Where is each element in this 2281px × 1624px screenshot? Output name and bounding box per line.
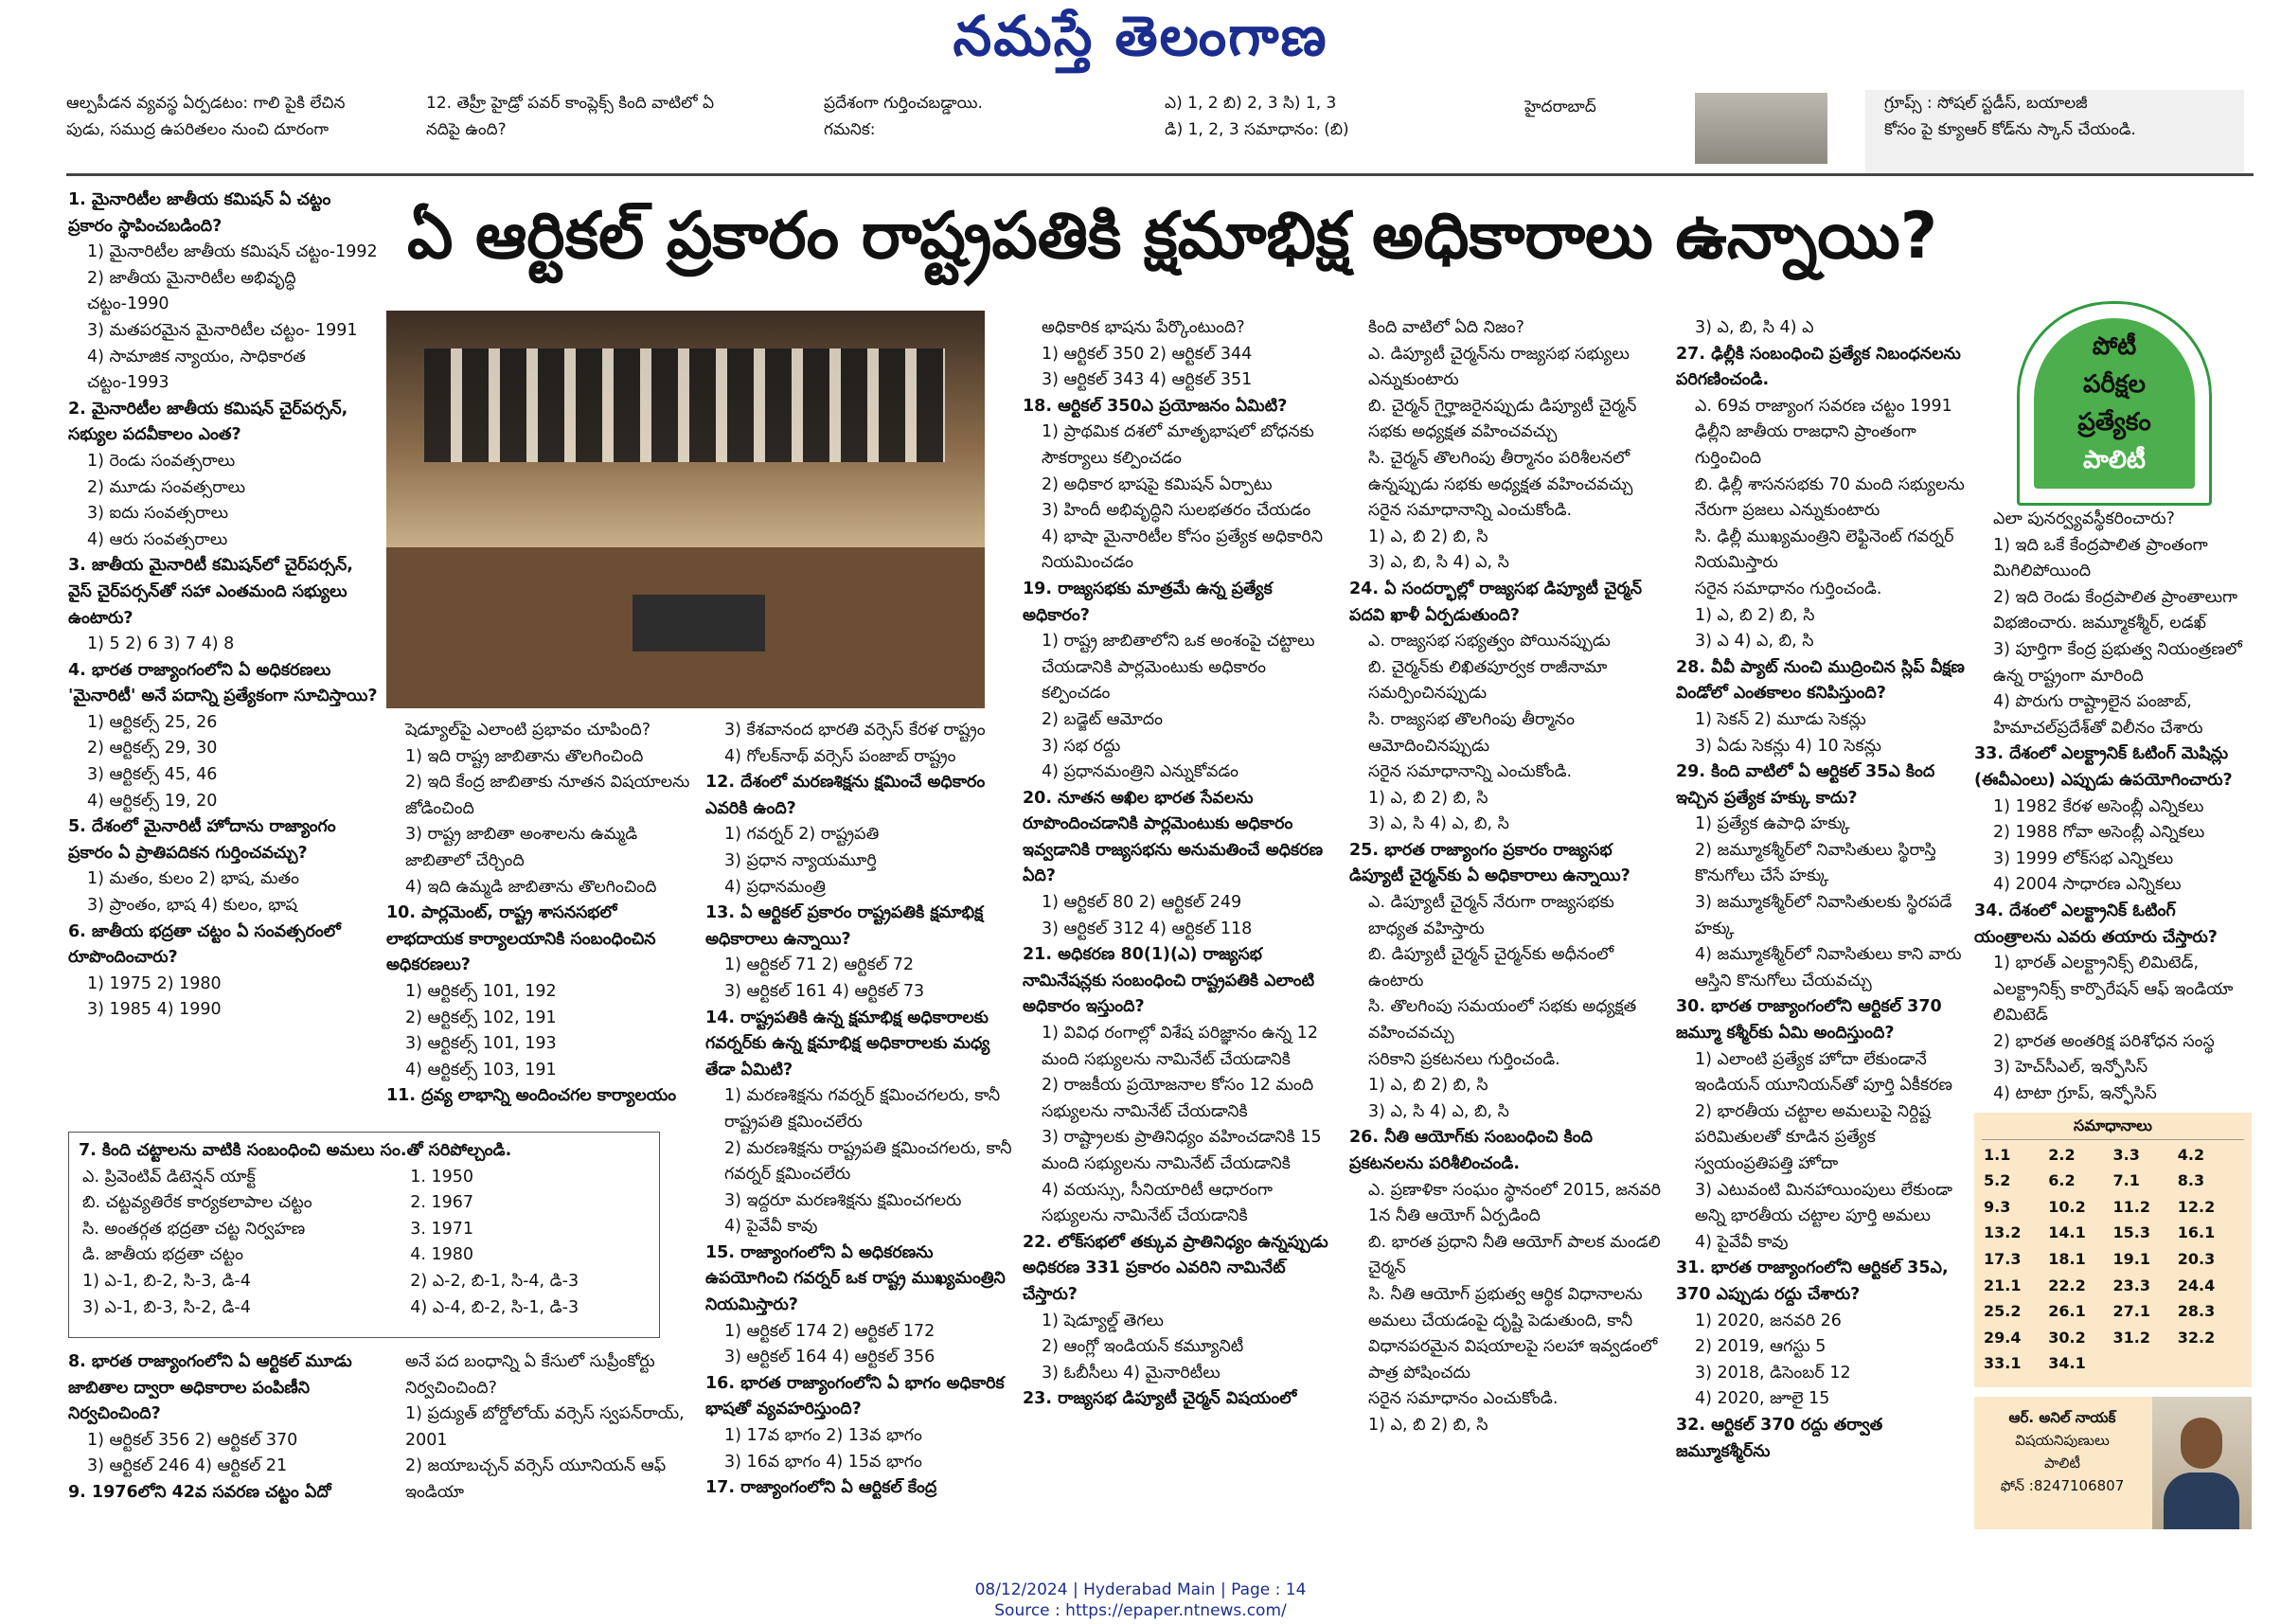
option-text: 4) జమ్మూకశ్మీర్‌లో నివాసితులు కాని వారు ఆస్తిని కొనుగోలు చేయవచ్చు <box>1695 945 1962 990</box>
option-text: బి. చైర్మన్ గైర్హాజరైనప్పుడు డిప్యూటీ చైర్మన్ సభకు అధ్యక్షత వహించవచ్చు <box>1368 396 1637 442</box>
question-text: 24. ఏ సందర్భాల్లో రాజ్యసభ డిప్యూటీ చైర్మన్ పదవి ఖాళీ ఏర్పడుతుంది? <box>1349 579 1642 625</box>
option-text: 2) 1988 గోవా అసెంబ్లీ ఎన్నికలు <box>1993 823 2205 843</box>
top-text: 12. తెహ్రీ హైడ్రో పవర్ కాంప్లెక్స్ కింది వాటిలో ఏ <box>426 94 715 113</box>
option-text: 3) 1999 లోక్‌సభ ఎన్నికలు <box>1993 848 2174 868</box>
top-text: పుడు, సముద్ర ఉపరితలం నుంచి దూరంగా <box>66 120 330 139</box>
question-text: 13. ఏ ఆర్టికల్ ప్రకారం రాష్ట్రపతికి క్షమాభిక్ష అధికారాలు ఉన్నాయి? <box>705 903 984 949</box>
question-text: 25. భారత రాజ్యాంగం ప్రకారం రాజ్యసభ డిప్యూటీ చైర్మన్‌కు ఏ అధికారాలు ఉన్నాయి? <box>1349 840 1631 886</box>
author-photo-head <box>2181 1418 2222 1469</box>
option-text: 4) పైవేవీ కావు <box>724 1217 818 1237</box>
option-text: సరైన సమాధానం ఎంచుకోండి. <box>1368 1389 1559 1409</box>
option-text: 4) ఆరు సంవత్సరాలు <box>87 529 228 549</box>
option-text: 3) ఆర్టికల్ 246 4) ఆర్టికల్ 21 <box>87 1456 288 1476</box>
question-text: 9. 1976లోని 42వ సవరణ చట్టం ఏదో <box>68 1482 331 1502</box>
option-text: 1) ఎ, బి 2) బి, సి <box>1695 605 1815 625</box>
top-col-1 <box>66 90 407 175</box>
answer-item: 34.1 <box>2048 1354 2086 1373</box>
question-text: 29. కింది వాటిలో ఏ ఆర్టికల్ 35ఎ కింద ఇచ్చిన ప్రత్యేక హక్కు కాదు? <box>1676 762 1935 808</box>
option-text: 2) భారతీయ చట్టాల అమలుపై నిర్దిష్ట పరిమితులతో కూడిన ప్రత్యేక స్వయంప్రతిపత్తి హోదా <box>1695 1101 1931 1173</box>
option-text: 3) కేశవానంద భారతి వర్సెస్ కేరళ రాష్ట్రం <box>724 721 986 740</box>
question-text: 4. భారత రాజ్యాంగంలోని ఏ అధికరణలు 'మైనారిటీ' అనే పదాన్ని ప్రత్యేకంగా సూచిస్తాయి? <box>68 660 378 706</box>
answer-item: 19.1 <box>2112 1249 2150 1268</box>
badge-line: ప్రత్యేకం <box>2077 408 2151 437</box>
match-row <box>79 1242 650 1269</box>
option-text: 3) పూర్తిగా కేంద్ర ప్రభుత్వ నియంత్రణలో ఉన్న రాష్ట్రంగా మారింది <box>1993 639 2242 686</box>
option-text: 1) 1975 2) 1980 <box>87 973 222 993</box>
top-col-6 <box>1865 90 2244 175</box>
option-text: 3) ఆర్టికల్ 161 4) ఆర్టికల్ 73 <box>724 981 925 1001</box>
option-text: సి. చైర్మన్ తొలగింపు తీర్మానం పరిశీలనలో ఉన్నప్పుడు సభకు అధ్యక్షత వహించవచ్చు <box>1368 448 1633 494</box>
question-text: 27. ఢిల్లీకి సంబంధించి ప్రత్యేక నిబంధనలను పరిగణించండి. <box>1676 344 1961 390</box>
option-text: 3) ఏడు సెకన్లు 4) 10 సెకన్లు <box>1695 736 1881 756</box>
answer-item: 24.4 <box>2177 1276 2216 1294</box>
match-cell: 2) ఎ-2, బి-1, సి-4, డి-3 <box>410 1271 579 1291</box>
top-col-2 <box>426 90 805 175</box>
option-text: 1) ఆర్టికల్ 71 2) ఆర్టికల్ 72 <box>724 955 915 975</box>
column-1b <box>68 1349 381 1520</box>
match-cell: ఎ. ప్రివెంటివ్ డిటెన్షన్ యాక్ట్ <box>82 1167 256 1187</box>
option-text: 3) ఐదు సంవత్సరాలు <box>87 504 229 524</box>
option-text: 4) పైవేవీ కావు <box>1695 1232 1789 1252</box>
match-cell: 3. 1971 <box>410 1219 474 1239</box>
option-text: 1) ఎ, బి 2) బి, సి <box>1368 1415 1488 1435</box>
answer-item: 1.1 <box>1984 1145 2011 1164</box>
match-cell: 1. 1950 <box>410 1167 474 1187</box>
question-text: 33. దేశంలో ఎలక్ట్రానిక్ ఓటింగ్ మెషిన్లు (ఈవీఎంలు) ఎప్పుడు ఉపయోగించారు? <box>1974 744 2233 790</box>
option-text: 3) ఎ, సి 4) ఎ, బి, సి <box>1368 1101 1509 1121</box>
option-text: 2) ఆర్టికల్స్ 29, 30 <box>87 739 218 758</box>
option-text: 2) ఇది రెండు కేంద్రపాలిత ప్రాంతాలుగా విభజించారు. జమ్మూకశ్మీర్, లడఖ్ <box>1993 587 2238 634</box>
answer-item: 22.2 <box>2048 1276 2086 1294</box>
option-text: అనే పద బంధాన్ని ఏ కేసులో సుప్రీంకోర్టు నిర్వచించింది? <box>405 1352 655 1398</box>
option-text: 3) ఆర్టికల్స్ 45, 46 <box>87 765 218 785</box>
option-text: 3) రాష్ట్రాలకు ప్రాతినిధ్యం వహించడానికి 15 మంది సభ్యులను నామినేట్ చేయడానికి <box>1042 1128 1322 1173</box>
option-text: 2) ఆంగ్లో ఇండియన్ కమ్యూనిటీ <box>1042 1337 1244 1357</box>
answer-item: 2.2 <box>2048 1145 2076 1164</box>
answer-item: 9.3 <box>1984 1197 2011 1216</box>
option-text: 4) 2020, జూలై 15 <box>1695 1389 1830 1409</box>
question-text: 31. భారత రాజ్యాంగంలోని ఆర్టికల్ 35ఎ, 370 ఎప్పుడు రద్దు చేశారు? <box>1676 1258 1949 1304</box>
option-text: 4) సామాజిక న్యాయం, సాధికారత చట్టం-1993 <box>87 347 306 393</box>
option-text: సరైన సమాధానాన్ని ఎంచుకోండి. <box>1368 501 1573 521</box>
top-text: ప్రదేశంగా గుర్తించబడ్డాయి. <box>824 94 983 113</box>
option-text: ఎ. 69వ రాజ్యాంగ సవరణ చట్టం 1991 ఢిల్లీని జాతీయ రాజధాని ప్రాంతంగా గుర్తించింది <box>1695 396 1952 468</box>
option-text: 1) ఇది రాష్ట్ర జాబితాను తొలగించింది <box>405 746 644 766</box>
option-text: 4) ప్రధానమంత్రి <box>724 877 826 897</box>
option-text: 1) మరణశిక్షను గవర్నర్ క్షమించగలరు, కానీ రాష్ట్రపతి క్షమించలేరు <box>724 1086 1001 1132</box>
answer-item: 16.1 <box>2177 1223 2216 1242</box>
column-7 <box>1974 507 2252 1108</box>
match-cell: 3) ఎ-1, బి-3, సి-2, డి-4 <box>82 1297 251 1317</box>
match-cell: 4. 1980 <box>410 1245 474 1265</box>
option-text: సి. రాజ్యసభ తొలగింపు తీర్మానం ఆమోదించినప్పుడు <box>1368 709 1575 756</box>
top-col-3 <box>824 90 1146 175</box>
question-text: 10. పార్లమెంట్, రాష్ట్ర శాసనసభలో లాభదాయక కార్యాలయానికి సంబంధించిన అధికరణలు? <box>386 903 656 975</box>
question-text: 28. వీవీ ప్యాట్ నుంచి ముద్రించిన స్లిప్ వీక్షణ విండోలో ఎంతకాలం కనిపిస్తుంది? <box>1676 657 1965 704</box>
option-text: 1) ఆర్టికల్ 356 2) ఆర్టికల్ 370 <box>87 1430 298 1450</box>
match-table <box>79 1165 650 1322</box>
answer-item: 13.2 <box>1984 1223 2022 1242</box>
match-cell: డి. జాతీయ భద్రతా చట్టం <box>82 1245 243 1265</box>
top-col-4 <box>1165 90 1506 175</box>
court-photo <box>386 311 985 708</box>
option-text: ఎ. ప్రణాళికా సంఘం స్థానంలో 2015, జనవరి 1న నీతి ఆయోగ్ ఏర్పడింది <box>1368 1180 1662 1226</box>
question-text: 17. రాజ్యాంగంలోని ఏ ఆర్టికల్ కేంద్ర <box>705 1478 937 1498</box>
match-cell: 1) ఎ-1, బి-2, సి-3, డి-4 <box>82 1271 251 1291</box>
option-text: 1) ఎ, బి 2) బి, సి <box>1368 788 1488 808</box>
answer-item: 30.2 <box>2048 1328 2086 1347</box>
option-text: 4) వయస్సు, సీనియారిటీ ఆధారంగా సభ్యులను నామినేట్ చేయడానికి <box>1042 1180 1273 1226</box>
option-text: 1) వివిధ రంగాల్లో విశేష పరిజ్ఞానం ఉన్న 12 మంది సభ్యులను నామినేట్ చేయడానికి <box>1042 1024 1318 1069</box>
option-text: 3) ఆర్టికల్స్ 101, 193 <box>405 1034 557 1054</box>
option-text: 2) అధికార భాషపై కమిషన్ ఏర్పాటు <box>1042 474 1273 494</box>
question-text: 6. జాతీయ భద్రతా చట్టం ఏ సంవత్సరంలో రూపొందించారు? <box>68 921 341 968</box>
top-strip <box>66 90 2244 175</box>
option-text: 2) 2019, ఆగస్టు 5 <box>1695 1337 1827 1357</box>
answer-item: 33.1 <box>1984 1354 2022 1373</box>
option-text: 3) ఎ, బి, సి 4) ఎ, సి <box>1368 553 1509 573</box>
question-text: 21. అధికరణ 80(1)(ఎ) రాజ్యసభ నామినేషన్లకు సంబంధించి రాష్ట్రపతికి ఎలాంటి అధికారం ఇస్తుంది? <box>1023 945 1315 1017</box>
match-row <box>79 1190 650 1217</box>
option-text: 1) ప్రత్యేక ఉపాధి హక్కు <box>1695 814 1850 834</box>
option-text: 2) భారత అంతరిక్ష పరిశోధన సంస్థ <box>1993 1031 2215 1051</box>
option-text: సి. నీతి ఆయోగ్ ప్రభుత్వ ఆర్థిక విధానాలను అమలు చేయడంపై దృష్టి పెడుతుంది, కానీ విధానపరమైన విషయాలపై సలహా ఇవ్వడంలో పాత్ర పోషించదు <box>1368 1284 1658 1383</box>
question-7-box <box>68 1132 660 1338</box>
badge-line: పోటీ <box>2092 332 2137 361</box>
option-text: 1) ఇది ఒకే కేంద్రపాలిత ప్రాంతంగా మిగిలిపోయింది <box>1993 535 2208 581</box>
option-text: 4) టాటా గ్రూప్, ఇన్ఫోసిస్ <box>1993 1084 2157 1104</box>
answer-item: 6.2 <box>2048 1171 2076 1190</box>
option-text: 1) ప్రాథమిక దశలో మాతృభాషలో బోధనకు సౌకర్యాలు కల్పించడం <box>1042 422 1314 468</box>
option-text: 1) ఎ, బి 2) బి, సి <box>1368 526 1488 546</box>
answer-item: 8.3 <box>2177 1171 2205 1190</box>
option-text: 3) హిందీ అభివృద్ధిని సులభతరం చేయడం <box>1042 501 1311 521</box>
option-text: 4) ఆర్టికల్స్ 19, 20 <box>87 791 218 811</box>
option-text: ఎలా పునర్వ్యవస్థీకరించారు? <box>1993 509 2175 528</box>
option-text: 2) మరణశిక్షను రాష్ట్రపతి క్షమించగలరు, కానీ గవర్నర్ క్షమించలేరు <box>724 1138 1012 1185</box>
option-text: 1) భారత్ ఎలక్ట్రానిక్స్ లిమిటెడ్, ఎలక్ట్రానిక్స్ కార్పొరేషన్ ఆఫ్ ఇండియా లిమిటెడ్ <box>1993 954 2234 1026</box>
option-text: 1) సెకన్ 2) మూడు సెకన్లు <box>1695 709 1866 729</box>
masthead-title: నమస్తే తెలంగాణ <box>953 3 1328 68</box>
option-text: 3) ప్రాంతం, భాష 4) కులం, భాష <box>87 896 297 916</box>
option-text: 1) ఆర్టికల్ 174 2) ఆర్టికల్ 172 <box>724 1321 936 1341</box>
match-row <box>79 1269 650 1295</box>
option-text: 3) ఆర్టికల్ 343 4) ఆర్టికల్ 351 <box>1042 370 1253 390</box>
option-text: 1) మైనారిటీల జాతీయ కమిషన్ చట్టం-1992 <box>87 242 378 262</box>
column-5 <box>1349 315 1662 1523</box>
option-text: 2) జమ్మూకశ్మీర్‌లో నివాసితులు స్థిరాస్తి కొనుగోలు చేసే హక్కు <box>1695 840 1936 886</box>
option-text: 1) 5 2) 6 3) 7 4) 8 <box>87 634 235 654</box>
option-text: 1) ఆర్టికల్స్ 25, 26 <box>87 712 218 732</box>
option-text: 4) ఇది ఉమ్మడి జాబితాను తొలగించింది <box>405 877 657 897</box>
top-col-5 <box>1524 90 1685 175</box>
option-text: 3) ఆర్టికల్ 312 4) ఆర్టికల్ 118 <box>1042 919 1253 938</box>
option-text: 1) ఆర్టికల్ 80 2) ఆర్టికల్ 249 <box>1042 893 1242 913</box>
author-photo <box>2152 1397 2252 1529</box>
divider <box>66 173 2254 176</box>
option-text: 3) ప్రధాన న్యాయమూర్తి <box>724 850 877 870</box>
option-text: సి. తొలగింపు సమయంలో సభకు అధ్యక్షత వహించవచ్చు <box>1368 997 1637 1044</box>
option-text: బి. భారత ప్రధాని నీతి ఆయోగ్ పాలక మండలి చైర్మన్ <box>1368 1232 1661 1278</box>
answer-item: 25.2 <box>1984 1302 2022 1321</box>
option-text: 1) షెడ్యూల్డ్ తెగలు <box>1042 1311 1164 1330</box>
author-text <box>1982 1406 2143 1497</box>
column-3 <box>705 718 1018 1523</box>
option-text: బి. డిప్యూటీ చైర్మన్ చైర్మన్‌కు అధీనంలో ఉంటారు <box>1368 945 1614 990</box>
match-cell: బి. చట్టవ్యతిరేక కార్యకలాపాల చట్టం <box>82 1193 312 1213</box>
judges-bench <box>424 348 945 462</box>
option-text: అధికారిక భాషను పేర్కొంటుంది? <box>1042 318 1245 337</box>
match-row <box>79 1217 650 1243</box>
column-2b <box>386 1349 694 1520</box>
option-text: 3) ఆర్టికల్ 164 4) ఆర్టికల్ 356 <box>724 1347 936 1367</box>
page-headline: ఏ ఆర్టికల్ ప్రకారం రాష్ట్రపతికి క్షమాభిక్ష అధికారాలు ఉన్నాయి? <box>407 199 1938 274</box>
question-text: 16. భారత రాజ్యాంగంలోని ఏ భాగం అధికారిక భాషతో వ్యవహరిస్తుంది? <box>705 1373 1005 1419</box>
match-row <box>79 1295 650 1322</box>
answer-item: 21.1 <box>1984 1276 2022 1294</box>
option-text: 1) 17వ భాగం 2) 13వ భాగం <box>724 1426 922 1446</box>
option-text: ఎ. డిప్యూటీ చైర్మన్ నేరుగా రాజ్యసభకు బాధ్యత వహిస్తారు <box>1368 893 1614 938</box>
option-text: 4) ప్రధానమంత్రిని ఎన్నుకోవడం <box>1042 762 1239 782</box>
question-text: 18. ఆర్టికల్ 350ఎ ప్రయోజనం ఏమిటి? <box>1023 396 1288 416</box>
question-text: 3. జాతీయ మైనారిటీ కమిషన్‌లో చైర్‌పర్సన్, వైస్ చైర్‌పర్సన్‌తో సహా ఎంతమంది సభ్యులు ఉంటారు? <box>68 556 353 628</box>
option-text: 3) ఎ, బి, సి 4) ఎ <box>1695 318 1814 337</box>
question-text: 15. రాజ్యాంగంలోని ఏ అధికరణను ఉపయోగించి గవర్నర్ ఒక రాష్ట్ర ముఖ్యమంత్రిని నియమిస్తారు? <box>705 1242 1006 1315</box>
option-text: సరికాని ప్రకటనలు గుర్తించండి. <box>1368 1049 1560 1069</box>
author-name: ఆర్. అనిల్ నాయక్ <box>2008 1409 2116 1426</box>
court-screen <box>633 595 765 651</box>
option-text: 4) 2004 సాధారణ ఎన్నికలు <box>1993 875 2182 895</box>
option-text: 2) రాజకీయ ప్రయోజనాల కోసం 12 మంది సభ్యులను నామినేట్ చేయడానికి <box>1042 1076 1314 1121</box>
option-text: 3) ఎ, సి 4) ఎ, బి, సి <box>1368 814 1509 834</box>
question-text: 8. భారత రాజ్యాంగంలోని ఏ ఆర్టికల్ మూడు జాబితాల ద్వారా అధికారాల పంపిణీని నిర్వచించింది? <box>68 1352 352 1424</box>
answer-key-title: సమాధానాలు <box>1982 1113 2244 1140</box>
answer-item: 14.1 <box>2048 1223 2086 1242</box>
option-text: 3) ఇద్దరూ మరణశిక్షను క్షమించగలరు <box>724 1190 962 1210</box>
option-text: 1) ఎలాంటి ప్రత్యేక హోదా లేకుండానే ఇండియన్ యూనియన్‌తో పూర్తి ఏకీకరణ <box>1695 1049 1952 1096</box>
author-subject: పాలిటీ <box>2043 1454 2081 1472</box>
option-text: ఎ. డిప్యూటీ చైర్మన్‌ను రాజ్యసభ సభ్యులు ఎన్నుకుంటారు <box>1368 344 1630 390</box>
badge-inner <box>2034 318 2195 489</box>
option-text: 3) సభ రద్దు <box>1042 736 1121 756</box>
top-text: గ్రూప్స్ : సోషల్ స్టడీస్, బయాలజీ <box>1884 94 2088 113</box>
question-text: 22. లోక్‌సభలో తక్కువ ప్రాతినిధ్యం ఉన్నప్పుడు అధికరణ 331 ప్రకారం ఎవరిని నామినేట్ చేస్తారు? <box>1023 1232 1328 1304</box>
option-text: 1) 1982 కేరళ అసెంబ్లీ ఎన్నికలు <box>1993 796 2204 816</box>
question-text: 11. ద్రవ్య లాభాన్ని అందించగల కార్యాలయం <box>386 1086 677 1106</box>
top-text: కోసం పై క్యూఆర్ కోడ్‌ను స్కాన్ చేయండి. <box>1884 120 2136 139</box>
option-text: 2) బడ్జెట్ ఆమోదం <box>1042 709 1163 729</box>
option-text: 1) ఆర్టికల్స్ 101, 192 <box>405 981 557 1001</box>
question-text: 34. దేశంలో ఎలక్ట్రానిక్ ఓటింగ్ యంత్రాలను ఎవరు తయారు చేస్తారు? <box>1974 901 2218 947</box>
answer-item: 3.3 <box>2112 1145 2140 1164</box>
answer-grid <box>1974 1140 2252 1379</box>
answer-item: 5.2 <box>1984 1171 2011 1190</box>
option-text: 1) రాష్ట్ర జాబితాలోని ఒక అంశంపై చట్టాలు చేయడానికి పార్లమెంటుకు అధికారం కల్పించడం <box>1042 632 1315 704</box>
option-text: 1) ఆర్టికల్ 350 2) ఆర్టికల్ 344 <box>1042 344 1253 364</box>
question-text: 14. రాష్ట్రపతికి ఉన్న క్షమాభిక్ష అధికారాలకు గవర్నర్‌కు ఉన్న క్షమాభిక్ష అధికారాలకు మధ్య తేడా ఏమిటి? <box>705 1008 990 1080</box>
top-text: ఎ) 1, 2 బి) 2, 3 సి) 1, 3 <box>1165 94 1337 113</box>
option-text: సరైన సమాధానాన్ని ఎంచుకోండి. <box>1368 762 1573 782</box>
answer-item: 27.1 <box>2112 1302 2150 1321</box>
author-card <box>1974 1397 2252 1529</box>
option-text: 2) ఆర్టికల్స్ 102, 191 <box>405 1008 557 1027</box>
option-text: సరైన సమాధానం గుర్తించండి. <box>1695 579 1882 598</box>
match-row <box>79 1165 650 1191</box>
option-text: 4) గోలక్‌నాథ్ వర్సెస్ పంజాబ్ రాష్ట్రం <box>724 746 956 766</box>
question-text: 32. ఆర్టికల్ 370 రద్దు తర్వాత జమ్మూకశ్మీర్‌ను <box>1676 1415 1883 1461</box>
top-text: హైదరాబాద్ <box>1524 98 1596 116</box>
option-text: 3) జమ్మూకశ్మీర్‌లో నివాసితులకు స్థిరపడే హక్కు <box>1695 893 1952 938</box>
masthead <box>0 0 2281 85</box>
badge-line: పాలిటీ <box>2083 446 2146 474</box>
answer-item: 15.3 <box>2112 1223 2150 1242</box>
option-text: 3) రాష్ట్ర జాబితా అంశాలను ఉమ్మడి జాబితాలో చేర్చింది <box>405 825 638 870</box>
option-text: 1) ఎ, బి 2) బి, సి <box>1368 1076 1488 1096</box>
top-text: డి) 1, 2, 3 సమాధానం: (బి) <box>1165 120 1349 139</box>
option-text: ఎ. రాజ్యసభ సభ్యత్వం పోయినప్పుడు <box>1368 632 1611 651</box>
question-text: 26. నీతి ఆయోగ్‌కు సంబంధించి కింది ప్రకటనలను పరిశీలించండి. <box>1349 1128 1593 1173</box>
badge-line: పరీక్షల <box>2083 370 2146 399</box>
option-text: 4) భాషా మైనారిటీల కోసం ప్రత్యేక అధికారిని నియమించడం <box>1042 526 1324 573</box>
question-text: 19. రాజ్యసభకు మాత్రమే ఉన్న ప్రత్యేక అధికారం? <box>1023 579 1273 625</box>
match-cell: 4) ఎ-4, బి-2, సి-1, డి-3 <box>410 1297 579 1317</box>
match-cell: సి. అంతర్గత భద్రతా చట్ట నిర్వహణ <box>82 1219 306 1239</box>
option-text: సి. ఢిల్లీ ముఖ్యమంత్రిని లెఫ్టినెంట్ గవర్నర్ నియమిస్తారు <box>1695 526 1954 573</box>
option-text: 3) 16వ భాగం 4) 15వ భాగం <box>724 1452 922 1472</box>
option-text: 2) మూడు సంవత్సరాలు <box>87 477 246 497</box>
author-phone: ఫోన్ :8247106807 <box>2000 1477 2125 1494</box>
top-text: నదిపై ఉంది? <box>426 120 507 139</box>
option-text: 1) గవర్నర్ 2) రాష్ట్రపతి <box>724 825 880 845</box>
option-text: 2) జయాబచ్చన్ వర్సెస్ యూనియన్ ఆఫ్ ఇండియా <box>405 1456 667 1502</box>
answer-item: 17.3 <box>1984 1249 2022 1268</box>
option-text: 3) 1985 4) 1990 <box>87 1000 222 1020</box>
option-text: 1) రెండు సంవత్సరాలు <box>87 451 236 471</box>
column-4 <box>1023 315 1335 1523</box>
answer-item: 11.2 <box>2112 1197 2150 1216</box>
author-role: విషయనిపుణులు <box>2015 1432 2110 1449</box>
answer-item: 29.4 <box>1984 1328 2022 1347</box>
column-6 <box>1676 315 1969 1523</box>
option-text: 3) ఓబీసీలు 4) మైనారిటీలు <box>1042 1363 1221 1383</box>
option-text: 4) ఆర్టికల్స్ 103, 191 <box>405 1060 557 1080</box>
option-text: బి. చైర్మన్‌కు లిఖితపూర్వక రాజీనామా సమర్పించినప్పుడు <box>1368 657 1608 704</box>
question-text: 1. మైనారిటీల జాతీయ కమిషన్ ఏ చట్టం ప్రకారం స్థాపించబడింది? <box>68 190 331 236</box>
answer-item: 12.2 <box>2177 1197 2216 1216</box>
option-text: 3) ఎ 4) ఎ, బి, సి <box>1695 632 1814 651</box>
option-text: 3) ఎటువంటి మినహాయింపులు లేకుండా అన్ని భారతీయ చట్టాల పూర్తి అమలు <box>1695 1180 1952 1226</box>
question-text: 20. నూతన అఖిల భారత సేవలను రూపొందించడానికి పార్లమెంటుకు అధికారం ఇవ్వడానికి రాజ్యసభను అనుమతించే అధికరణ ఏది? <box>1023 788 1324 886</box>
option-text: 1) 2020, జనవరి 26 <box>1695 1311 1842 1330</box>
option-text: 1) ప్రద్యుత్ బోర్డోలోయ్ వర్సెస్ స్వపన్‌రాయ్, 2001 <box>405 1404 685 1450</box>
question-text: 23. రాజ్యసభ డిప్యూటీ చైర్మన్ విషయంలో <box>1023 1389 1297 1409</box>
contributor-photo <box>1695 93 1827 164</box>
match-cell: 2. 1967 <box>410 1193 474 1213</box>
section-badge <box>2017 301 2212 506</box>
column-1 <box>68 187 381 1120</box>
option-text: 1) మతం, కులం 2) భాష, మతం <box>87 869 300 889</box>
option-text: 3) మతపరమైన మైనారిటీల చట్టం- 1991 <box>87 320 358 340</box>
top-text: ఆల్పపీడన వ్యవస్థ ఏర్పడటం: గాలి పైకి లేచిన <box>66 94 346 113</box>
top-text: గమనిక: <box>824 120 876 139</box>
footer-date-line: 08/12/2024 | Hyderabad Main | Page : 14 <box>974 1580 1307 1599</box>
answer-key <box>1974 1113 2252 1387</box>
question-text: 30. భారత రాజ్యాంగంలోని ఆర్టికల్ 370 జమ్మూ కశ్మీర్‌కు ఏమి అందిస్తుంది? <box>1676 997 1942 1044</box>
option-text: 2) జాతీయ మైనారిటీల అభివృద్ధి చట్టం-1990 <box>87 268 296 314</box>
option-text: 3) హెచ్‌సీఎల్, ఇన్ఫోసిస్ <box>1993 1058 2148 1078</box>
answer-item: 10.2 <box>2048 1197 2086 1216</box>
answer-item: 28.3 <box>2177 1302 2216 1321</box>
option-text: బి. ఢిల్లీ శాసనసభకు 70 మంది సభ్యులను నేరుగా ప్రజలు ఎన్నుకుంటారు <box>1695 474 1965 521</box>
question-text: 12. దేశంలో మరణశిక్షను క్షమించే అధికారం ఎవరికి ఉంది? <box>705 773 986 818</box>
option-text: కింది వాటిలో ఏది నిజం? <box>1368 318 1524 337</box>
question-text: 7. కింది చట్టాలను వాటికి సంబంధించి అమలు సం.తో సరిపోల్చండి. <box>79 1141 512 1160</box>
answer-item: 31.2 <box>2112 1328 2150 1347</box>
option-text: 4) పొరుగు రాష్ట్రాలైన పంజాబ్, హిమాచల్‌ప్రదేశ్‌తో విలీనం చేశారు <box>1993 692 2203 738</box>
footer-source-line: Source : https://epaper.ntnews.com/ <box>994 1601 1287 1620</box>
answer-item: 26.1 <box>2048 1302 2086 1321</box>
option-text: 2) ఇది కేంద్ర జాబితాకు నూతన విషయాలను జోడించింది <box>405 773 690 818</box>
answer-item: 7.1 <box>2112 1171 2140 1190</box>
question-text: 2. మైనారిటీల జాతీయ కమిషన్ చైర్‌పర్సన్, సభ్యుల పదవీకాలం ఎంత? <box>68 399 348 445</box>
author-photo-body <box>2164 1472 2239 1529</box>
page-footer <box>0 1579 2281 1621</box>
question-text: 5. దేశంలో మైనారిటీ హోదాను రాజ్యాంగం ప్రకారం ఏ ప్రాతిపదికన గుర్తించవచ్చు? <box>68 817 336 863</box>
answer-item: 23.3 <box>2112 1276 2150 1294</box>
option-text: 3) 2018, డిసెంబర్ 12 <box>1695 1363 1851 1383</box>
answer-item: 18.1 <box>2048 1249 2086 1268</box>
option-text: షెడ్యూల్‌పై ఎలాంటి ప్రభావం చూపింది? <box>405 721 651 740</box>
column-2 <box>386 718 694 1115</box>
answer-item: 20.3 <box>2177 1249 2216 1268</box>
answer-item: 32.2 <box>2177 1328 2216 1347</box>
answer-item: 4.2 <box>2177 1145 2205 1164</box>
